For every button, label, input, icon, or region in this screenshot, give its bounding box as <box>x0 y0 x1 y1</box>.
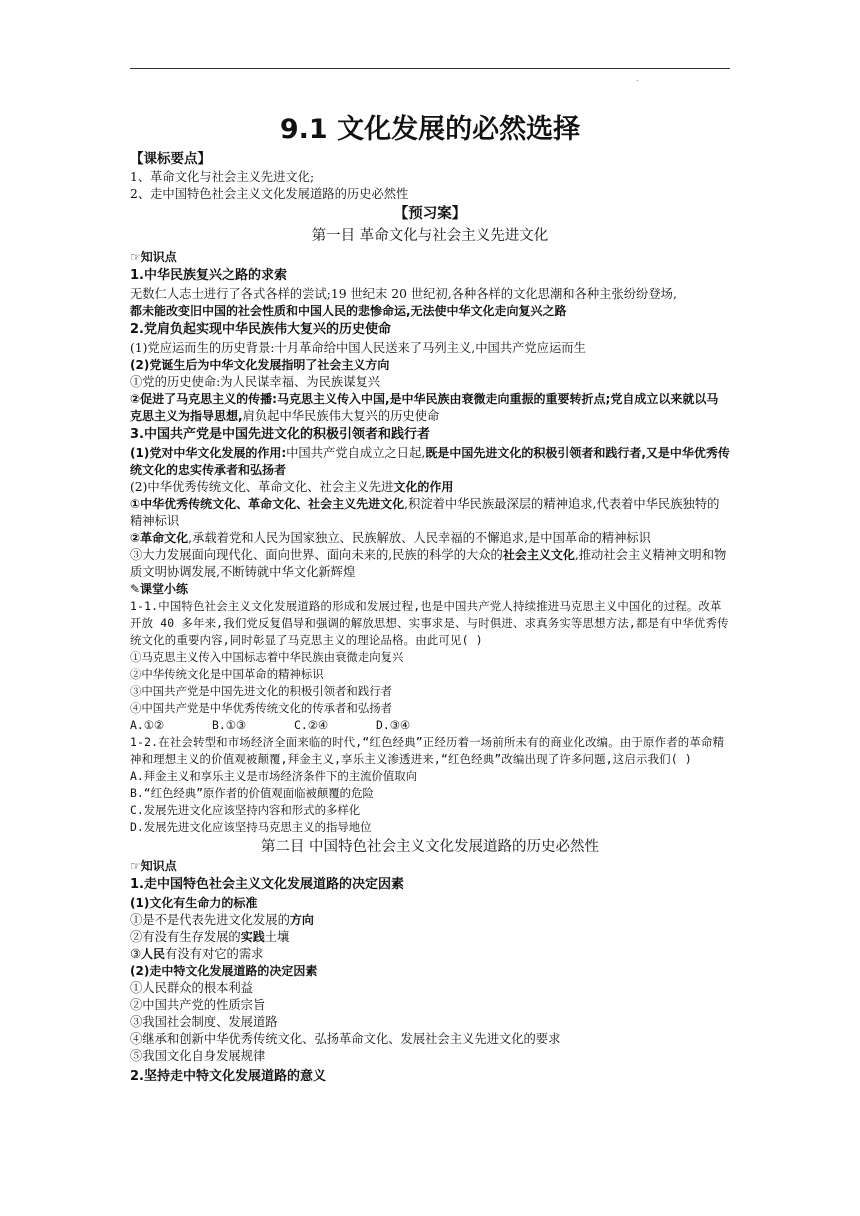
lesson2-s1-p3-b: 实践 <box>240 930 265 944</box>
lesson2-s1-p2-a: ①是不是代表先进文化发展的 <box>130 913 290 927</box>
lesson2-s1-p1: (1)文化有生命力的标准 <box>130 896 258 910</box>
lesson1-s3-p3 <box>130 496 730 530</box>
lesson2-s1-p2-b: 方向 <box>289 913 314 927</box>
lesson1-s3-p5-a: ③大力发展面向现代化、面向世界、面向未来的,民族的科学的大众的 <box>130 548 503 562</box>
curriculum-heading: 【课标要点】 <box>130 151 211 167</box>
header-rule <box>130 68 730 69</box>
lesson1-s3-p4-tail: ,承载着党和人民为国家独立、民族解放、人民幸福的不懈追求,是中国革命的精神标识 <box>188 531 651 545</box>
question-1-item-4: ④中国共产党是中华优秀传统文化的传承者和弘扬者 <box>130 701 392 715</box>
question-1-item-1: ①马克思主义传入中国标志着中华民族由衰微走向复兴 <box>130 650 404 664</box>
lesson2-s1-p4-b: 人民 <box>141 947 166 961</box>
lesson1-s1-title: 1.中华民族复兴之路的求索 <box>130 268 287 283</box>
lesson1-s3-p4-bold: ②革命文化 <box>130 531 189 545</box>
lesson1-s3-p1 <box>130 445 730 479</box>
lesson2-s1-title: 1.走中国特色社会主义文化发展道路的决定因素 <box>130 877 404 892</box>
lesson1-s3-p3-bold: ①中华优秀传统文化、革命文化、社会主义先进文化 <box>130 497 405 511</box>
knowledge-point-label: ☞知识点 <box>130 250 177 264</box>
question-1-item-3: ③中国共产党是中国先进文化的积极引领者和践行者 <box>130 684 392 698</box>
question-1-option-a: A.①② <box>130 718 165 732</box>
question-1-item-2: ②中华传统文化是中国革命的精神标识 <box>130 667 324 681</box>
lesson2-s1-p5: (2)走中特文化发展道路的决定因素 <box>130 964 318 978</box>
question-2-option-d: D.发展先进文化应该坚持马克思主义的指导地位 <box>130 820 372 834</box>
question-2-option-a: A.拜金主义和享乐主义是市场经济条件下的主流价值取向 <box>130 769 418 783</box>
lesson1-s2-p4 <box>130 391 730 425</box>
lesson2-s2-title: 2.坚持走中特文化发展道路的意义 <box>130 1069 326 1084</box>
lesson1-s3-p1-c: 既是中国先进文化的积极引领者和践行者,又是中华优秀传统文化的忠实传承者和弘扬者 <box>130 446 730 477</box>
lesson1-s3-p2-a: (2)中华优秀传统文化、革命文化、社会主义先进 <box>130 480 394 494</box>
curriculum-item-2: 2、走中国特色社会主义文化发展道路的历史必然性 <box>130 187 409 201</box>
question-1-options <box>130 717 730 734</box>
lesson1-s2-p1: (1)党应运而生的历史背景:十月革命给中国人民送来了马列主义,中国共产党应运而生 <box>130 341 586 355</box>
question-1-option-c: C.②④ <box>294 718 329 732</box>
lesson1-s3-p5 <box>130 547 730 581</box>
lesson2-s1-p4-c: 有没有对它的需求 <box>165 947 264 961</box>
lesson1-s1-text-b: 都未能改变旧中国的社会性质和中国人民的悲惨命运,无法使中华文化走向复兴之路 <box>130 304 567 318</box>
lesson1-s3-p4 <box>130 530 730 547</box>
lesson2-s1-p3-c: 土壤 <box>264 930 290 944</box>
lesson1-s3-p5-b: 社会主义文化 <box>502 548 575 562</box>
lesson2-s1-p4 <box>130 946 730 963</box>
question-2-stem: 1-2.在社会转型和市场经济全面来临的时代,“红色经典”正经历着一场前所未有的商业化改编。由于原作者的革命精神和理想主义的价值观被颠覆,拜金主义,享乐主义渗透进来,“红色经典”改编出现了许多问题,这启示我们( ) <box>130 735 725 766</box>
question-1-stem: 1-1.中国特色社会主义文化发展道路的形成和发展过程,也是中国共产党人持续推进马克思主义中国化的过程。改革开放 40 多年来,我们党反复倡导和强调的解放思想、实事求是、与时俱进、求真务实等思想方法,都是有中华优秀传统文化的重要内容,同时彰显了马克思主义的理论品格。由此可见( ) <box>130 599 729 647</box>
lesson1-s3-title: 3.中国共产党是中国先进文化的积极引领者和践行者 <box>130 427 430 442</box>
document-page <box>130 112 730 1087</box>
lesson1-s2-p2: (2)党诞生后为中华文化发展指明了社会主义方向 <box>130 358 390 372</box>
lesson1-s2-p3: ①党的历史使命:为人民谋幸福、为民族谋复兴 <box>130 375 381 389</box>
lesson1-s3-p2 <box>130 479 730 496</box>
lesson2-s1-p2 <box>130 912 730 929</box>
lesson2-s1-item-2: ②中国共产党的性质宗旨 <box>130 998 266 1012</box>
lesson1-s3-p1-b: 中国共产党自成立之日起, <box>286 446 426 460</box>
lesson2-s1-item-3: ③我国社会制度、发展道路 <box>130 1015 278 1029</box>
lesson1-s1-text-a: 无数仁人志士进行了各式各样的尝试;19 世纪末 20 世纪初,各种各样的文化思潮和各种主张纷纷登场, <box>130 287 677 301</box>
lesson2-heading: 第二目 中国特色社会主义文化发展道路的历史必然性 <box>260 839 600 855</box>
lesson1-s3-p3-tail: ,积淀着中华民族最深层的精神追求,代表着中华民族独特的精神标识 <box>130 497 720 528</box>
curriculum-item-1: 1、革命文化与社会主义先进文化; <box>130 170 315 184</box>
lesson2-s1-item-1: ①人民群众的根本利益 <box>130 981 253 995</box>
lesson1-s3-p1-a: (1)党对中华文化发展的作用: <box>130 446 287 460</box>
lesson1-s2-p4-bold: ②促进了马克思主义的传播:马克思主义传入中国,是中华民族由衰微走向重振的重要转折点;党自成立以来就以马克思主义为指导思想, <box>130 392 719 423</box>
knowledge-point-label-2: ☞知识点 <box>130 859 177 873</box>
lesson2-s1-p3-a: ②有没有生存发展的 <box>130 930 241 944</box>
header-dot: . <box>636 74 639 83</box>
lesson2-s1-p3 <box>130 929 730 946</box>
lesson1-s3-p2-b: 文化的作用 <box>393 480 454 494</box>
document-title: 9.1 文化发展的必然选择 <box>279 114 581 145</box>
lesson1-heading: 第一目 革命文化与社会主义先进文化 <box>311 228 549 244</box>
preview-heading: 【预习案】 <box>393 206 467 222</box>
lesson2-s1-p4-a: ③ <box>130 947 142 961</box>
lesson1-s3-p5-c: ,推动社会主义精神文明和物质文明协调发展,不断铸就中华文化新辉煌 <box>130 548 727 579</box>
question-1-option-b: B.①③ <box>212 718 247 732</box>
practice-label: ✎课堂小练 <box>130 582 189 596</box>
lesson2-s1-item-4: ④继承和创新中华优秀传统文化、弘扬革命文化、发展社会主义先进文化的要求 <box>130 1032 561 1046</box>
lesson1-s2-title: 2.党肩负起实现中华民族伟大复兴的历史使命 <box>130 322 391 337</box>
lesson1-s2-p4-tail: 肩负起中华民族伟大复兴的历史使命 <box>242 409 440 423</box>
lesson2-s1-item-5: ⑤我国文化自身发展规律 <box>130 1049 266 1063</box>
question-2-option-c: C.发展先进文化应该坚持内容和形式的多样化 <box>130 803 361 817</box>
question-1-option-d: D.③④ <box>376 718 411 732</box>
question-2-option-b: B.“红色经典”原作者的价值观面临被颠覆的危险 <box>130 786 374 800</box>
